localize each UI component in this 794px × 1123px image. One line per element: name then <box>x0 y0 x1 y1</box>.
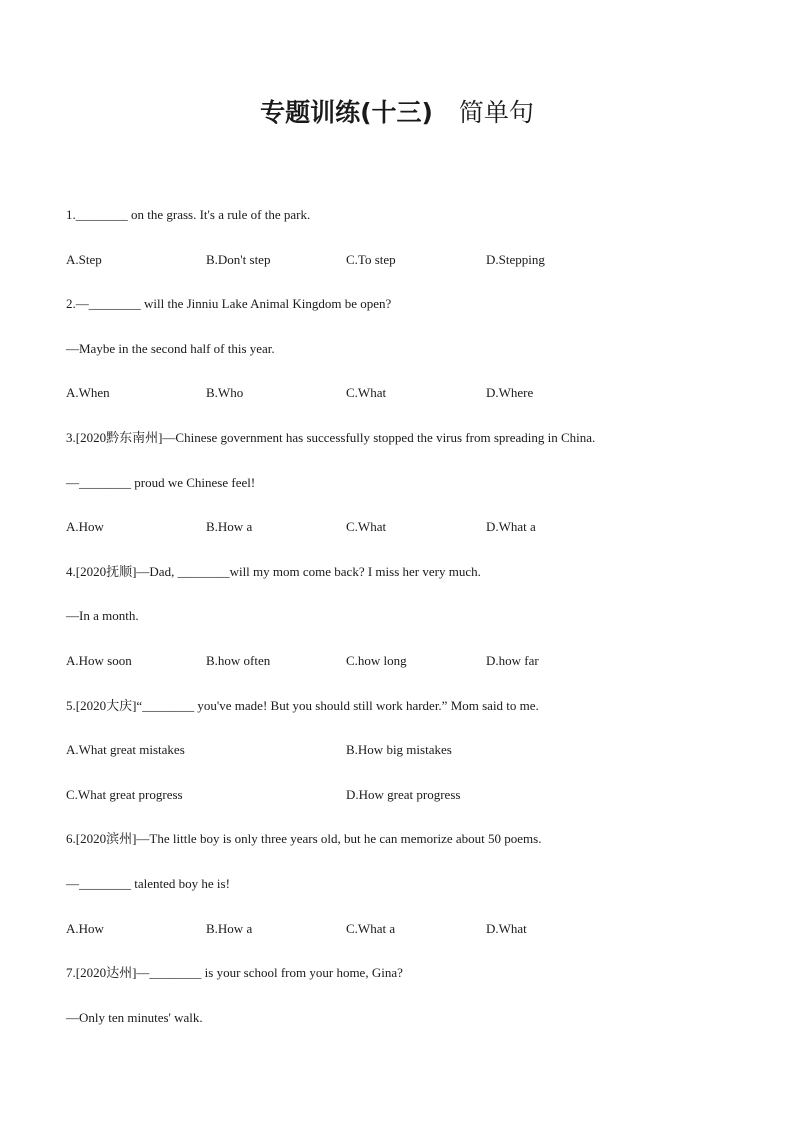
question-5-options-row-1 <box>66 736 736 781</box>
question-list <box>66 201 736 1048</box>
question-6-options <box>66 915 736 960</box>
option-d: D.Stepping <box>486 251 545 267</box>
option-d: D.What a <box>486 519 536 535</box>
question-5-options-row-2 <box>66 781 736 826</box>
question-3-options <box>66 513 736 558</box>
option-b: B.How big mistakes <box>346 742 452 758</box>
option-b: B.How a <box>206 519 253 535</box>
page-title <box>0 96 794 130</box>
option-c: C.To step <box>346 251 396 267</box>
option-a: A.What great mistakes <box>66 742 185 758</box>
question-6-stem: 6.[2020滨州]—The little boy is only three years old, but he can memorize about 50 poems. <box>66 831 542 847</box>
option-c: C.how long <box>346 652 407 668</box>
question-1-stem: 1.________ on the grass. It's a rule of the park. <box>66 207 311 222</box>
option-c: C.What <box>346 385 387 401</box>
option-d: D.Where <box>486 385 534 401</box>
option-c: C.What great progress <box>66 786 183 802</box>
question-5-stem: 5.[2020大庆]“________ you've made! But you should still work harder.” Mom said to me. <box>66 697 539 713</box>
option-d: D.how far <box>486 652 539 668</box>
option-a: A.How <box>66 519 104 535</box>
question-7-answer-line: —Only ten minutes' walk. <box>66 1009 203 1025</box>
question-3-stem: 3.[2020黔东南州]—Chinese government has successfully stopped the virus from spreading in China. <box>66 429 596 445</box>
question-2-answer-line: —Maybe in the second half of this year. <box>66 340 275 356</box>
question-2-stem: 2.—________ will the Jinniu Lake Animal Kingdom be open? <box>66 296 392 312</box>
question-2-options <box>66 379 736 424</box>
question-4-stem: 4.[2020抚顺]—Dad, ________will my mom come back? I miss her very much. <box>66 563 481 579</box>
option-c: C.What a <box>346 920 396 936</box>
option-a: A.Step <box>66 251 102 267</box>
question-4-answer-line: —In a month. <box>66 608 139 624</box>
question-4-options <box>66 647 736 692</box>
option-a: A.When <box>66 385 110 401</box>
question-7-stem: 7.[2020达州]—________ is your school from your home, Gina? <box>66 965 403 981</box>
title-sub: 简单句 <box>458 98 534 127</box>
question-3-answer-line: —________ proud we Chinese feel! <box>66 474 256 490</box>
option-a: A.How soon <box>66 652 132 668</box>
option-b: B.Don't step <box>206 251 271 267</box>
option-a: A.How <box>66 920 104 936</box>
question-1-options <box>66 246 736 291</box>
option-c: C.What <box>346 519 387 535</box>
option-d: D.How great progress <box>346 786 461 802</box>
option-b: B.Who <box>206 385 244 401</box>
option-d: D.What <box>486 920 527 936</box>
title-main: 专题训练(十三) <box>260 98 433 127</box>
option-b: B.How a <box>206 920 253 936</box>
option-b: B.how often <box>206 652 271 668</box>
question-6-answer-line: —________ talented boy he is! <box>66 875 230 891</box>
